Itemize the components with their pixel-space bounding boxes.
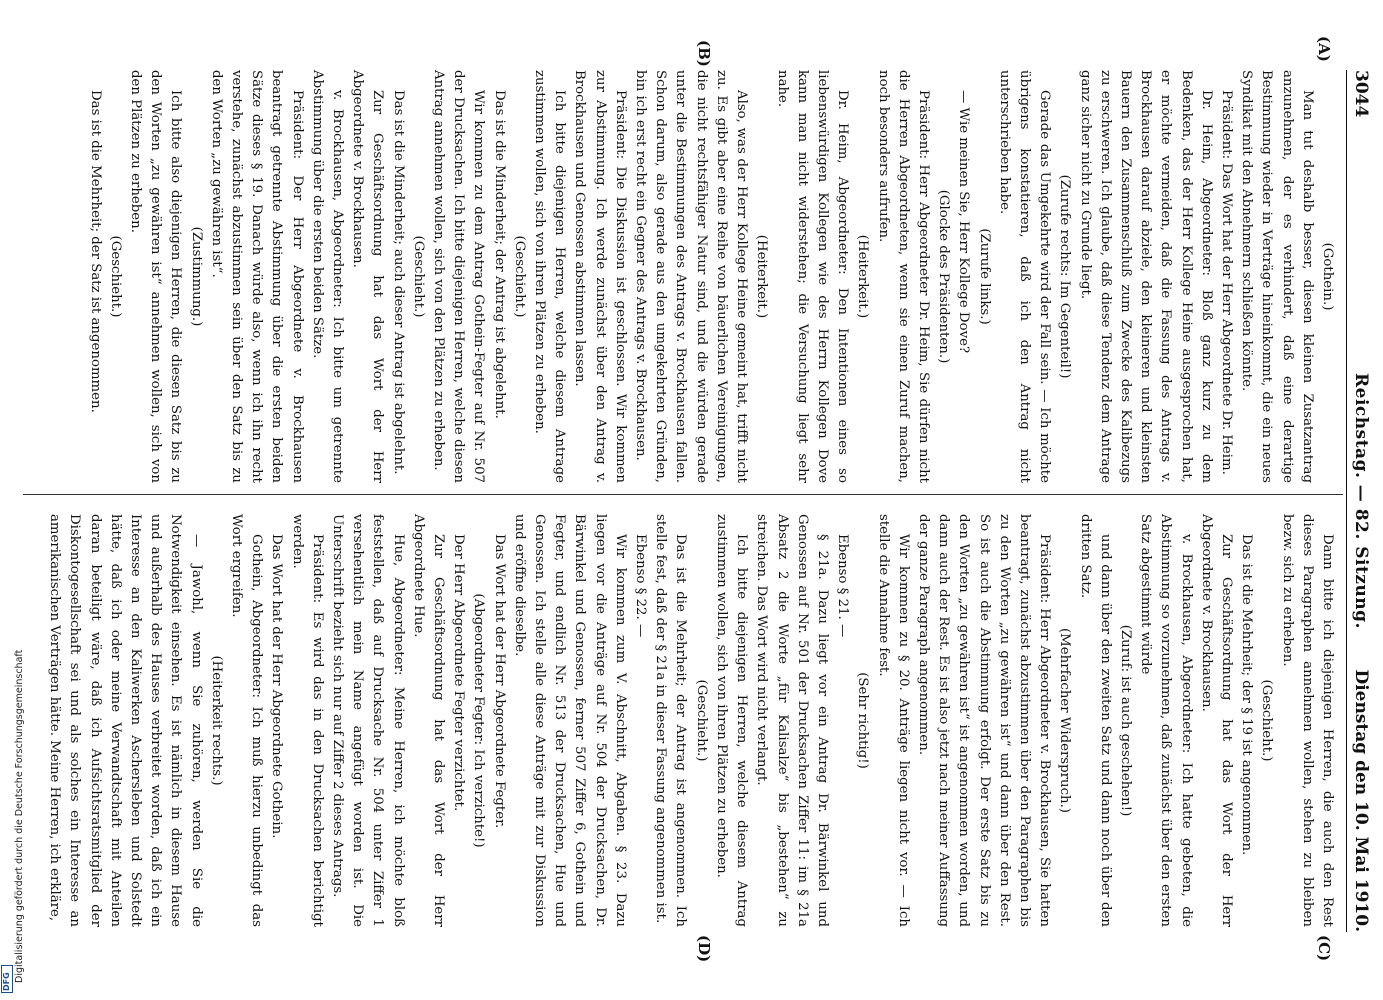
digitization-credit-text: Digitalisierung gefördert durch die Deutsche Forschungsgemeinschaft (14, 649, 25, 983)
left-column-paragraph: Das ist die Minderheit; auch dieser Antrag ist abgelehnt. (390, 90, 406, 475)
right-column-paragraph: Ebenso § 21. — (835, 534, 851, 638)
left-column-paragraph: Ich bitte also diejenigen Herren, die diesen Satz bis zu den Worten „zu gewähren ist“ annehmen wollen, sich von den Plätzen zu erheben. (128, 70, 184, 483)
left-column-paragraph: Gerade das Umgekehrte wird der Fall sein. — Ich möchte übrigens konstatieren, daß ich den Antrag nicht unterschrieben habe. (996, 70, 1053, 483)
left-column-paragraph: v. Brockhausen, Abgeordneter: Ich bitte um getrennte Abstimmung über die ersten beiden Sätze. (309, 70, 346, 483)
digitization-credit (2, 605, 25, 995)
right-column-paragraph: (Geschieht.) (1259, 679, 1275, 762)
right-column-paragraph: Präsident: Herr Abgeordneter v. Brockhausen, Sie hatten beantragt, zunächst abzustimmen über den Paragraphen bis zu den Worten „zu gewähren ist“ und dann über den Rest. So ist auch die Abstimmung erfolgt. Der erste Satz bis zu den Worten „zu gewähren ist“ ist angenommen worden, und dann auch der Rest. Es ist also jetzt nach meiner Auffassung der ganze Paragraph angenommen. (915, 514, 1053, 927)
left-column-paragraph: Man tut deshalb besser, diesen kleinen Zusatzantrag anzunehmen, der es verhindert, daß eine derartige Bestimmung wieder in Verträge hineinkommt, die ein neues Syndikat mit den Abnehmern schließen könnte. (1239, 70, 1315, 483)
left-column-paragraph: Zur Geschäftsordnung hat das Wort der Herr Abgeordnete v. Brockhausen. (350, 70, 386, 483)
left-column-paragraph: Präsident: Die Diskussion ist geschlossen. Wir kommen zur Abstimmung. Ich werde zunächst über den Antrag v. Brockhausen und Genossen abstimmen lassen. (572, 70, 628, 483)
left-column-paragraph: (Heiterkeit.) (855, 234, 871, 319)
right-column-paragraph: (Heiterkeit rechts.) (208, 655, 224, 786)
margin-mark-b: (B) (695, 40, 713, 67)
session-date: Dienstag den 10. Mai 1910. (1351, 669, 1371, 932)
right-column-paragraph: Zur Geschäftsordnung hat das Wort der Herr Abgeordnete Hue. (410, 514, 447, 927)
page-number: 3044 (1351, 70, 1371, 118)
column-divider (23, 494, 1343, 495)
right-column-paragraph: (Mehrfacher Widerspruch.) (1057, 627, 1073, 813)
left-column-paragraph: (Geschieht.) (107, 235, 123, 318)
right-column-paragraph: (Geschieht.) (693, 679, 709, 762)
right-column-paragraph: Präsident: Es wird das in den Drucksachen berichtigt werden. (289, 514, 325, 927)
right-column-paragraph: Das ist die Mehrheit; der Antrag ist angenommen. Ich stelle fest, daß der § 21a in dieser Fassung angenommen ist. (653, 514, 689, 927)
right-column-paragraph: Ich bitte diejenigen Herren, welche diesem Antrag zustimmen wollen, sich von ihren Plätzen zu erheben. (713, 514, 750, 927)
right-column-paragraph: — Jawohl, wenn Sie zuhören, werden Sie die Notwendigkeit einsehen. Es ist nämlich in diesem Hause und außerhalb des Hauses verbreitet worden, daß ich ein Interesse an den Kaliwerken Aschersleben und Solstedt hätte, daß ich oder meine Verwandtschaft mit Anteilen daran beteiligt wäre, daß ich Aufsichtsratsmitglied der Diskontogesellschaft sei und als solches ein Interesse an amerikanischen Verträgen hätte. Meine Herren, ich erkläre, (47, 514, 204, 927)
left-column-paragraph: — Wie meinen Sie, Herr Kollege Dove? (956, 90, 972, 354)
right-column-paragraph: v. Brockhausen, Abgeordneter: Ich hatte gebeten, die Abstimmung so vorzunehmen, daß zunächst über den ersten Satz abgestimmt würde (1138, 514, 1194, 927)
session-title: Reichstag. — 82. Sitzung. (1351, 373, 1371, 629)
right-column-paragraph: Hue, Abgeordneter: Meine Herren, ich möchte bloß feststellen, daß auf Drucksache Nr. 504 unter Ziffer 1 versehentlich mein Name angefügt worden ist. Die Unterschrift bezieht sich nur auf Ziffer 2 dieses Antrags. (330, 514, 406, 927)
right-column-paragraph: (Sehr richtig!) (855, 672, 871, 769)
right-column-paragraph: Wir kommen zum V. Abschnitt, Abgaben. § 23. Dazu liegen vor die Anträge auf Nr. 504 der Drucksachen, Dr. Bärwinkel und Genossen, ferner 507 Ziffer 6, Gothein und Fegter, und endlich Nr. 513 der Drucksachen, Hue und Genossen. Ich stelle alle diese Anträge mit zur Diskussion und eröffne dieselbe. (511, 514, 628, 927)
margin-mark-d: (D) (695, 935, 713, 963)
left-column-paragraph: Wir kommen zu dem Antrag Gothein-Fegter auf Nr. 507 der Drucksachen. Ich bitte diejenigen Herren, welche diesen Antrag annehmen wollen, sich von den Plätzen zu erheben. (431, 70, 487, 483)
right-column-paragraph: Das Wort hat der Herr Abgeordnete Gothein. (269, 534, 285, 839)
left-column-paragraph: Präsident: Der Herr Abgeordnete v. Brockhausen beantragt getrennte Abstimmung über die ersten beiden Sätze dieses § 19. Danach würde also, wenn ich ihn recht verstehe, zunächst abzustimmen sein über den Satz bis zu den Worten „zu gewähren ist“. (208, 70, 305, 483)
left-column-paragraph: Dr. Heim, Abgeordneter: Den Intentionen eines so liebenswürdigen Kollegen wie des Herrn Kollegen Dove kann man nicht widerstehen; die Versuchung liegt sehr nahe. (774, 70, 851, 483)
dfg-logo-text: DFG (2, 972, 11, 991)
left-column-paragraph: Also, was der Herr Kollege Heine gemeint hat, trifft nicht zu. Es gibt aber eine Reihe von bäuerlichen Vereinigungen, die nicht rechtsfähiger Natur sind, und die würden gerade unter die Bestimmungen des Antrags v. Brockhausen fallen. Schon darum, also gerade aus den umgekehrten Gründen, bin ich erst recht ein Gegner des Antrags v. Brockhausen. (633, 70, 750, 483)
left-column-paragraph: (Glocke des Präsidenten.) (936, 189, 952, 364)
left-column-paragraph: Präsident: Herr Abgeordneter Dr. Heim, Sie dürfen nicht die Herren Abgeordneten, wenn sie einen Zuruf machen, noch besonders aufrufen. (875, 70, 931, 483)
right-column-paragraph: Dann bitte ich diejenigen Herren, die auch den Rest dieses Paragraphen annehmen wollen, stehen zu bleiben bezw. sich zu erheben. (1279, 514, 1335, 927)
left-column-paragraph: (Heiterkeit.) (754, 234, 770, 319)
margin-mark-a: (A) (1315, 36, 1333, 62)
right-column (25, 514, 1337, 927)
page-header (1346, 70, 1373, 932)
right-column-paragraph: § 21a. Dazu liegt vor ein Antrag Dr. Bärwinkel und Genossen auf Nr. 501 der Drucksachen Ziffer 11: im § 21a Absatz 2 die Worte „für Kalisalze“ bis „bestehen“ zu streichen. Das Wort wird nicht verlangt. (754, 514, 830, 927)
right-column-paragraph: Der Herr Abgeordnete Fegter verzichtet. (451, 534, 467, 812)
right-column-paragraph: (Zuruf: ist auch geschehen!) (1117, 624, 1133, 817)
right-column-paragraph: Das Wort hat der Herr Abgeordnete Fegter. (491, 534, 507, 829)
left-column-paragraph: Ich bitte diejenigen Herren, welche diesem Antrage zustimmen wollen, sich von ihren Plätzen zu erheben. (532, 70, 568, 483)
right-column-paragraph: Gothein, Abgeordneter: Ich muß hierzu unbedingt das Wort ergreifen. (229, 514, 265, 927)
right-column-paragraph: Das ist die Mehrheit; der § 19 ist angenommen. (1239, 534, 1255, 856)
dfg-logo (1, 965, 13, 993)
left-column-paragraph: (Geschieht.) (511, 235, 527, 318)
left-column-paragraph: (Zustimmung.) (188, 226, 204, 327)
right-column-paragraph: Ebenso § 22. — (633, 534, 649, 638)
left-column-paragraph: Präsident: Das Wort hat der Herr Abgeordnete Dr. Heim. (1218, 90, 1234, 475)
left-column-paragraph: (Gothein.) (1320, 242, 1335, 311)
margin-mark-c: (C) (1315, 935, 1333, 962)
left-column-paragraph: (Zurufe links.) (976, 228, 992, 325)
right-column-paragraph: Wir kommen zu § 20. Anträge liegen nicht vor. — Ich stelle die Annahme fest. (875, 514, 911, 927)
left-column-paragraph: Dr. Heim, Abgeordneter: Bloß ganz kurz zu dem Bedenken, das der Herr Kollege Heine ausgesprochen hat, er möchte vermeiden, daß die Fassung des Antrags v. Brockhausen darauf abziele, den kleineren und kleinsten Bauern den Zusammenschluß zum Zwecke des Kalibezugs zu erschweren. Ich glaube, daß diese Tendenz dem Antrage ganz sicher nicht zu Grunde liegt. (1077, 70, 1214, 483)
left-column (25, 70, 1337, 483)
left-column-paragraph: Das ist die Mehrheit; der Satz ist angenommen. (87, 90, 103, 413)
left-column-paragraph: (Geschieht.) (410, 235, 426, 318)
left-column-paragraph: Das ist die Minderheit; der Antrag ist abgelehnt. (491, 90, 507, 419)
right-column-paragraph: (Abgeordneter Fegter: Ich verzichte!) (471, 593, 487, 848)
right-column-paragraph: Zur Geschäftsordnung hat das Wort der Herr Abgeordnete v. Brockhausen. (1198, 514, 1234, 927)
left-column-paragraph: (Zurufe rechts: Im Gegenteil!) (1057, 174, 1073, 379)
right-column-paragraph: und dann über den zweiten Satz und dann noch über den dritten Satz. (1077, 514, 1113, 927)
